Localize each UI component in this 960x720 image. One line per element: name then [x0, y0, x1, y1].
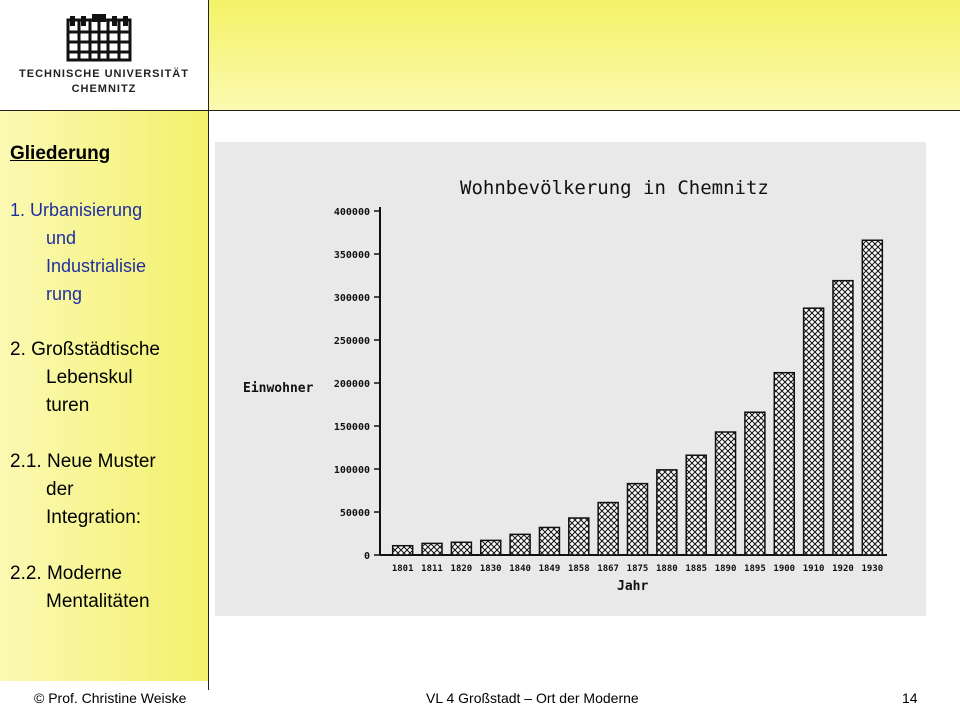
x-tick-label: 1801 [391, 564, 414, 574]
logo-area [0, 0, 208, 111]
x-tick-label: 1811 [421, 564, 443, 574]
x-tick-label: 1910 [802, 564, 825, 574]
population-bar-chart [215, 142, 926, 616]
divider [208, 0, 209, 690]
x-tick-label: 1900 [773, 564, 796, 574]
bar-1885 [686, 455, 706, 555]
x-tick-label: 1930 [861, 564, 884, 574]
outline-line: der [46, 479, 74, 500]
bar-1867 [598, 503, 618, 555]
bar-1820 [451, 542, 471, 555]
y-tick-label: 300000 [333, 293, 370, 304]
x-tick-label: 1820 [450, 564, 473, 574]
bar-1920 [833, 281, 853, 555]
x-tick-label: 1830 [479, 564, 502, 574]
x-tick-label: 1858 [567, 564, 590, 574]
outline-line: 2.2. Moderne [10, 563, 122, 584]
y-tick-label: 200000 [333, 379, 370, 390]
outline-line: turen [46, 395, 90, 416]
y-tick-label: 50000 [339, 508, 370, 519]
x-tick-label: 1849 [538, 564, 561, 574]
bar-1858 [569, 518, 589, 555]
outline-line: Integration: [46, 507, 142, 528]
y-tick-label: 250000 [333, 336, 370, 347]
outline-section-2-1[interactable] [10, 448, 205, 532]
chart-title: Wohnbevölkerung in Chemnitz [460, 177, 769, 199]
bar-1801 [393, 546, 413, 555]
logo-text-line2: CHEMNITZ [71, 83, 137, 95]
x-tick-label: 1895 [744, 564, 766, 574]
bar-1895 [745, 412, 765, 555]
footer-lecture: VL 4 Großstadt – Ort der Moderne [426, 690, 639, 706]
bar-1811 [422, 543, 442, 555]
bar-1830 [481, 540, 501, 555]
y-tick-label: 150000 [333, 422, 370, 433]
outline-section-1[interactable] [10, 196, 205, 308]
x-tick-label: 1867 [597, 564, 619, 574]
outline-line: 2. Großstädtische [10, 339, 160, 360]
y-axis-label: Einwohner [243, 381, 314, 396]
y-tick-label: 0 [363, 551, 370, 562]
outline-line: rung [46, 284, 83, 304]
y-tick-label: 100000 [333, 465, 370, 476]
y-tick-label: 350000 [333, 250, 370, 261]
bar-1900 [774, 373, 794, 555]
footer-author: © Prof. Christine Weiske [34, 690, 187, 706]
x-tick-label: 1920 [832, 564, 854, 574]
bar-1930 [862, 240, 882, 555]
outline-heading: Gliederung [10, 143, 111, 164]
bar-1849 [539, 527, 559, 555]
university-seal-icon [66, 14, 132, 62]
x-tick-label: 1875 [626, 564, 649, 574]
x-tick-label: 1885 [685, 564, 708, 574]
outline-line: Lebenskul [46, 367, 133, 388]
outline-line: 1. Urbanisierung [10, 200, 143, 220]
x-tick-label: 1890 [714, 564, 737, 574]
bar-1890 [716, 432, 736, 555]
outline-section-2[interactable] [10, 336, 205, 420]
footer-page-number: 14 [902, 690, 918, 706]
outline-line: Industrialisie [46, 256, 147, 276]
outline-line: Mentalitäten [46, 591, 150, 612]
y-tick-label: 400000 [333, 207, 370, 218]
logo-text-line1: TECHNISCHE UNIVERSITÄT [19, 68, 189, 80]
scanned-chart [215, 142, 926, 616]
bar-1840 [510, 534, 530, 555]
bar-1880 [657, 470, 677, 555]
bar-1910 [804, 308, 824, 555]
x-tick-label: 1840 [509, 564, 531, 574]
bar-1875 [628, 484, 648, 555]
header-band [208, 0, 960, 111]
x-tick-label: 1880 [656, 564, 678, 574]
x-axis-label: Jahr [617, 579, 649, 594]
outline-line: 2.1. Neue Muster [10, 451, 156, 472]
outline-section-2-2[interactable] [10, 560, 205, 616]
outline-nav [10, 140, 205, 616]
outline-line: und [46, 228, 77, 248]
